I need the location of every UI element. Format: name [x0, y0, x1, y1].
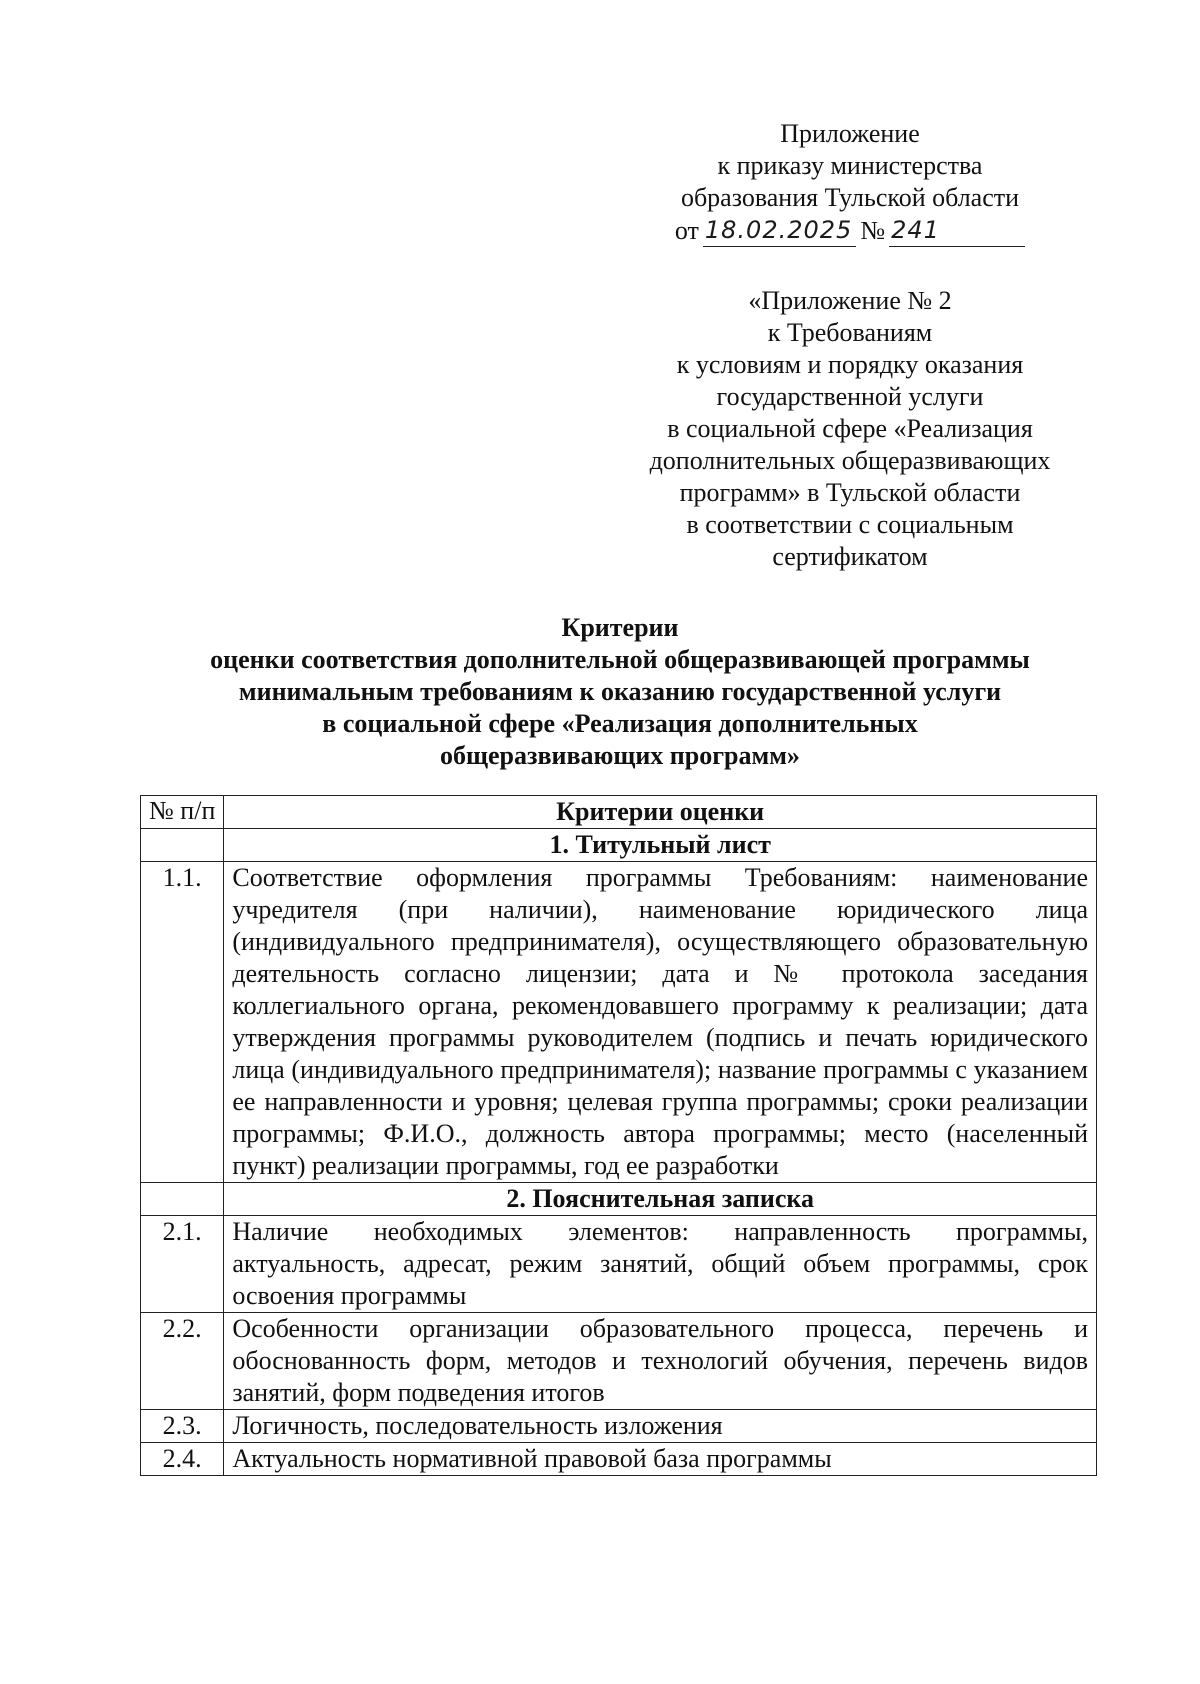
row-text: Особенности организации образовательного процесса, перечень и обоснованность форм, методов и технологий обучения, перечень видов занятий, форм подведения итогов [224, 1313, 1097, 1410]
appendix-2-line: к Требованиям [767, 318, 933, 347]
table-header-row [141, 796, 1097, 829]
table-row [141, 1216, 1097, 1313]
row-text: Актуальность нормативной правовой база программы [224, 1443, 1097, 1476]
appendix-2-line: сертификатом [772, 542, 928, 571]
appendix-2-line: в соответствии с социальным [686, 510, 1014, 539]
criteria-table [140, 795, 1097, 1476]
row-number: 1.1. [141, 862, 224, 1183]
row-number: 2.2. [141, 1313, 224, 1410]
header-number: № п/п [141, 796, 224, 829]
handwritten-date: 18.02.2025 [703, 214, 856, 247]
appendix-date-line [640, 214, 1060, 247]
row-text: Соответствие оформления программы Требованиям: наименование учредителя (при наличии), наименование юридического лица (индивидуального предпринимателя), осуществляющего образовательную деятельность согласно лицензии; дата и № протокола заседания коллегиального органа, рекомендовавшего программу к реализации; дата утверждения программы руководителем (подпись и печать юридического лица (индивидуального предпринимателя); название программы с указанием ее направленности и уровня; целевая группа программы; сроки реализации программы; Ф.И.О., должность автора программы; место (населенный пункт) реализации программы, год ее разработки [224, 862, 1097, 1183]
section-title: 2. Пояснительная записка [224, 1183, 1097, 1216]
title-line: общеразвивающих программ» [440, 741, 800, 770]
appendix-title: Приложение [780, 119, 920, 148]
appendix-2-header [630, 285, 1070, 573]
row-text: Логичность, последовательность изложения [224, 1410, 1097, 1443]
title-line: в социальной сфере «Реализация дополнительных [322, 709, 918, 738]
appendix-header [640, 118, 1060, 247]
table-row [141, 862, 1097, 1183]
appendix-2-line: в социальной сфере «Реализация [667, 414, 1033, 443]
appendix-2-line: к условиям и порядку оказания [676, 350, 1024, 379]
section-number-cell [141, 829, 224, 862]
appendix-2-line: «Приложение № 2 [748, 286, 952, 315]
appendix-order-ref: к приказу министерства [717, 151, 983, 180]
section-row [141, 1183, 1097, 1216]
appendix-2-line: дополнительных общеразвивающих [649, 446, 1051, 475]
handwritten-number: 241 [889, 214, 1025, 247]
section-number-cell [141, 1183, 224, 1216]
row-number: 2.1. [141, 1216, 224, 1313]
table-row [141, 1313, 1097, 1410]
table-row [141, 1410, 1097, 1443]
section-title: 1. Титульный лист [224, 829, 1097, 862]
title-line: Критерии [561, 613, 679, 642]
title-line: оценки соответствия дополнительной общеразвивающей программы [210, 645, 1030, 674]
table-row [141, 1443, 1097, 1476]
row-number: 2.3. [141, 1410, 224, 1443]
title-line: минимальным требованиям к оказанию государственной услуги [238, 677, 1002, 706]
document-title [140, 612, 1100, 772]
date-prefix: от [674, 216, 699, 245]
appendix-ministry: образования Тульской области [680, 183, 1020, 212]
header-criteria: Критерии оценки [224, 796, 1097, 829]
row-text: Наличие необходимых элементов: направленность программы, актуальность, адресат, режим занятий, общий объем программы, срок освоения программы [224, 1216, 1097, 1313]
appendix-2-line: программ» в Тульской области [679, 478, 1021, 507]
section-row [141, 829, 1097, 862]
row-number: 2.4. [141, 1443, 224, 1476]
number-prefix: № [860, 216, 886, 245]
appendix-2-line: государственной услуги [716, 382, 984, 411]
